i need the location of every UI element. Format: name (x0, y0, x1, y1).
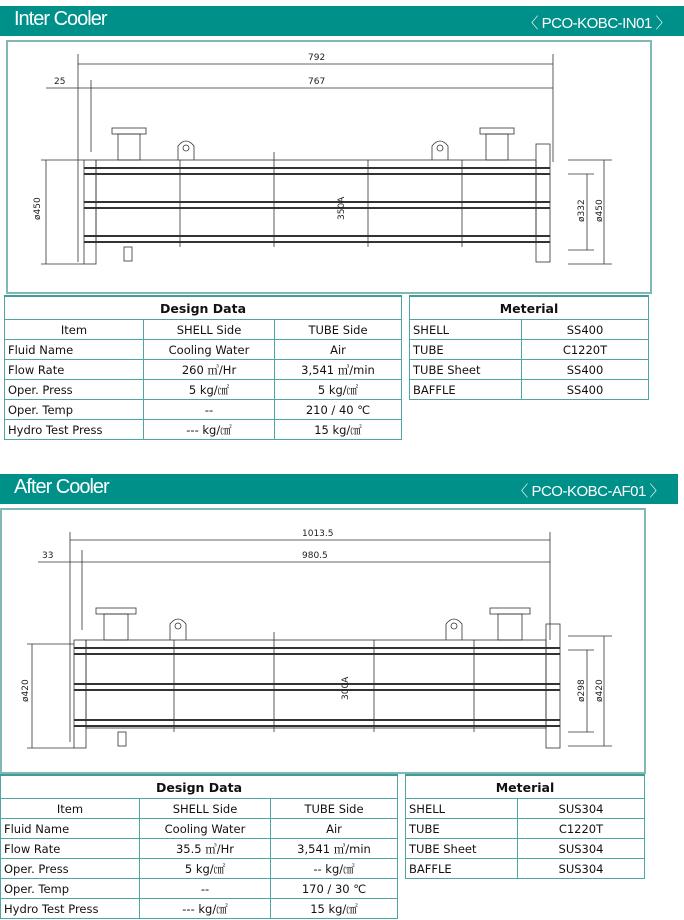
row-label: Hydro Test Press (5, 420, 144, 440)
shell-value: --- kg/㎠ (140, 899, 271, 919)
row-label: Oper. Press (5, 380, 144, 400)
shell-value: 260 ㎥/Hr (144, 360, 275, 380)
section-code: 〈 PCO-KOBC-AF01 〉 (513, 483, 664, 500)
col-header-shell: SHELL Side (144, 320, 275, 340)
after-design-table (0, 774, 398, 919)
shell-value: -- (140, 879, 271, 899)
tube-value: 15 kg/㎠ (275, 420, 402, 440)
table-row (5, 400, 402, 420)
table-row (406, 819, 645, 839)
tube-value: Air (271, 819, 398, 839)
material-value: SUS304 (518, 859, 645, 879)
after-cooler-schematic (2, 510, 644, 772)
material-value: C1220T (522, 340, 649, 360)
table-row (410, 340, 649, 360)
tube-value: 3,541 ㎥/min (275, 360, 402, 380)
table-row (406, 859, 645, 879)
row-label: Flow Rate (1, 839, 140, 859)
table-row (1, 879, 398, 899)
material-value: SS400 (522, 360, 649, 380)
table-row (5, 420, 402, 440)
dim-inner: 767 (308, 77, 326, 87)
dim-offset: 33 (42, 551, 54, 561)
shell-value: 35.5 ㎥/Hr (140, 839, 271, 859)
inter-material-table (409, 295, 649, 400)
after-cooler-header (0, 474, 678, 504)
material-value: SUS304 (518, 799, 645, 819)
shell-value: Cooling Water (140, 819, 271, 839)
table-row (410, 320, 649, 340)
after-cooler-drawing (0, 508, 646, 774)
part-name: BAFFLE (410, 380, 522, 400)
material-table-title: Meterial (410, 296, 649, 320)
part-name: TUBE Sheet (406, 839, 518, 859)
col-header-item: Item (5, 320, 144, 340)
table-row (5, 340, 402, 360)
part-name: BAFFLE (406, 859, 518, 879)
table-row (1, 839, 398, 859)
shell-value: 5 kg/㎠ (140, 859, 271, 879)
table-row (1, 819, 398, 839)
row-label: Oper. Press (1, 859, 140, 879)
part-name: SHELL (406, 799, 518, 819)
tube-value: 170 / 30 ℃ (271, 879, 398, 899)
section-code: 〈 PCO-KOBC-IN01 〉 (523, 15, 670, 32)
table-row (406, 799, 645, 819)
col-header-tube: TUBE Side (275, 320, 402, 340)
shell-value: Cooling Water (144, 340, 275, 360)
material-value: C1220T (518, 819, 645, 839)
part-name: TUBE (406, 819, 518, 839)
table-row (406, 839, 645, 859)
tube-value: -- kg/㎠ (271, 859, 398, 879)
section-title: After Cooler (14, 476, 109, 498)
row-label: Fluid Name (5, 340, 144, 360)
inter-cooler-header (0, 6, 684, 36)
material-value: SS400 (522, 320, 649, 340)
dim-shell-dia: ø450 (33, 197, 43, 220)
dim-right-dia: ø420 (595, 679, 605, 702)
part-name: SHELL (410, 320, 522, 340)
design-table-title: Design Data (5, 296, 402, 320)
dim-center: 350A (337, 196, 347, 220)
shell-value: -- (144, 400, 275, 420)
tube-value: Air (275, 340, 402, 360)
col-header-item: Item (1, 799, 140, 819)
dim-overall: 1013.5 (302, 529, 334, 539)
material-value: SS400 (522, 380, 649, 400)
material-value: SUS304 (518, 839, 645, 859)
dim-offset: 25 (54, 77, 66, 87)
tube-value: 210 / 40 ℃ (275, 400, 402, 420)
table-row (1, 859, 398, 879)
row-label: Flow Rate (5, 360, 144, 380)
inter-design-table (4, 295, 402, 440)
design-table-title: Design Data (1, 775, 398, 799)
material-table-title: Meterial (406, 775, 645, 799)
dim-inner-dia: ø332 (577, 199, 587, 222)
shell-value: 5 kg/㎠ (144, 380, 275, 400)
dim-center: 300A (341, 676, 351, 700)
inter-cooler-schematic (8, 42, 650, 292)
inter-cooler-drawing (6, 40, 652, 294)
row-label: Oper. Temp (5, 400, 144, 420)
col-header-tube: TUBE Side (271, 799, 398, 819)
tube-value: 15 kg/㎠ (271, 899, 398, 919)
row-label: Oper. Temp (1, 879, 140, 899)
dim-inner: 980.5 (302, 551, 328, 561)
table-row (5, 380, 402, 400)
table-row (1, 899, 398, 919)
row-label: Fluid Name (1, 819, 140, 839)
tube-value: 5 kg/㎠ (275, 380, 402, 400)
shell-value: --- kg/㎠ (144, 420, 275, 440)
dim-shell-dia: ø420 (21, 679, 31, 702)
part-name: TUBE (410, 340, 522, 360)
table-row (5, 360, 402, 380)
col-header-shell: SHELL Side (140, 799, 271, 819)
table-row (410, 380, 649, 400)
dim-overall: 792 (308, 53, 326, 63)
section-title: Inter Cooler (14, 8, 107, 30)
dim-inner-dia: ø298 (577, 679, 587, 702)
row-label: Hydro Test Press (1, 899, 140, 919)
tube-value: 3,541 ㎥/min (271, 839, 398, 859)
part-name: TUBE Sheet (410, 360, 522, 380)
dim-right-dia: ø450 (595, 199, 605, 222)
after-material-table (405, 774, 645, 879)
table-row (410, 360, 649, 380)
